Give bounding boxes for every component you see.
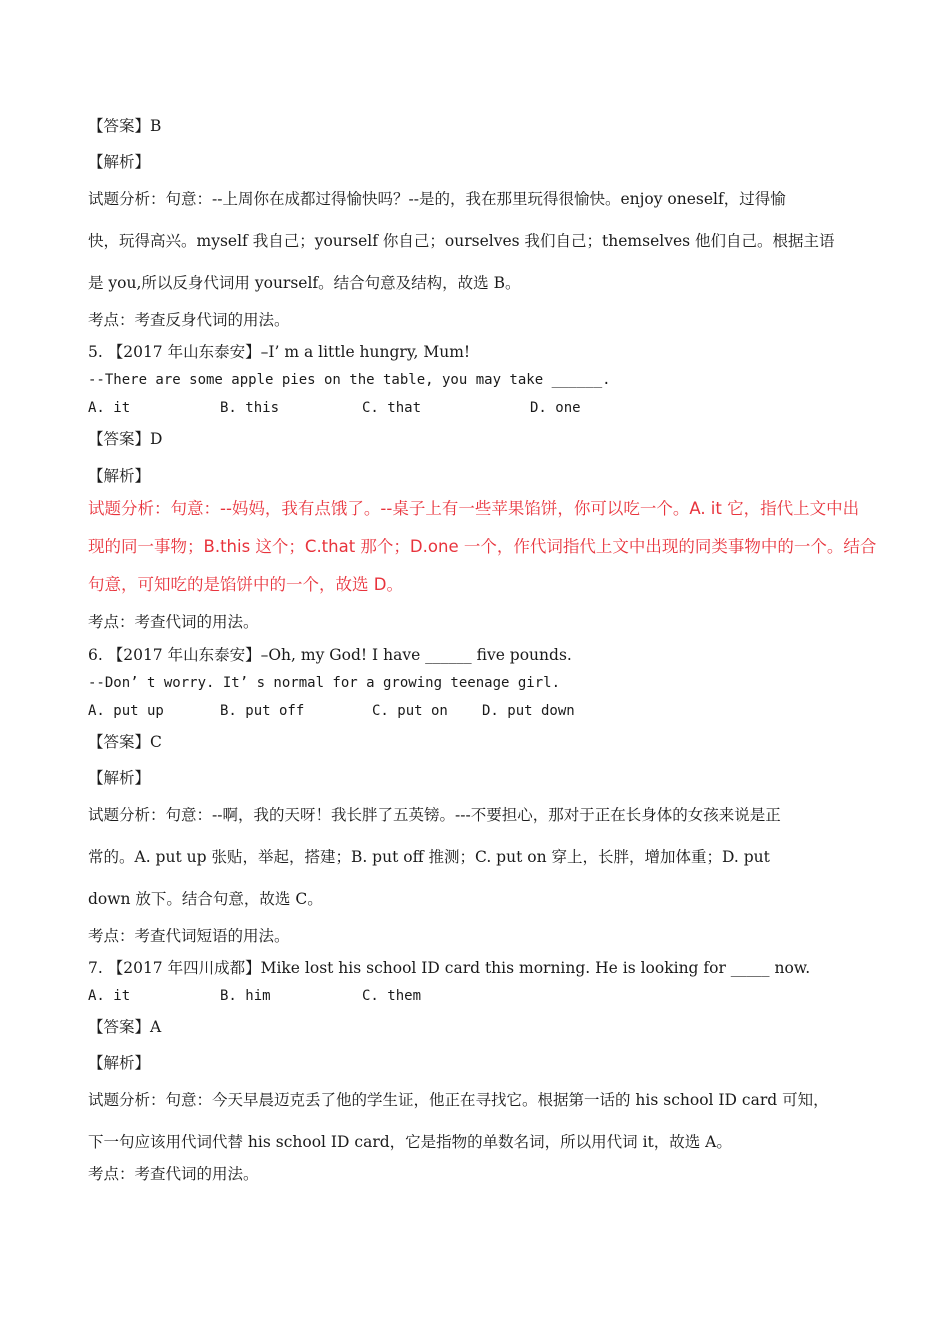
- q5-option-b: B. this: [220, 400, 280, 416]
- q5-analysis-line: 句意，可知吃的是馅饼中的一个，故选 D。: [88, 575, 403, 594]
- q6-option-a: A. put up: [88, 703, 164, 719]
- q5-analysis-line: 试题分析：句意：--妈妈，我有点饿了。--桌子上有一些苹果馅饼，你可以吃一个。A. it 它，指代上文中出: [88, 499, 860, 518]
- q6-analysis-line: 试题分析：句意：--啊，我的天呀！我长胖了五英镑。---不要担心，那对于正在长身体的女孩来说是正: [88, 806, 781, 824]
- q6-answer: 【答案】C: [88, 733, 162, 751]
- q6-analysis-label: 【解析】: [88, 769, 151, 787]
- q6-analysis-line: down 放下。结合句意，故选 C。: [88, 890, 323, 908]
- q7-option-b: B. him: [220, 988, 271, 1004]
- q4-analysis-line: 是 you,所以反身代词用 yourself。结合句意及结构，故选 B。: [88, 274, 521, 292]
- q4-analysis-line: 快，玩得高兴。myself 我自己；yourself 你自己；ourselves 我们自己；themselves 他们自己。根据主语: [88, 232, 835, 250]
- q6-stem: 6. 【2017 年山东泰安】–Oh, my God! I have ______ five pounds.: [88, 646, 572, 664]
- q6-point: 考点：考查代词短语的用法。: [88, 927, 290, 945]
- q5-option-a: A. it: [88, 400, 131, 416]
- q7-analysis-line: 试题分析：句意：今天早晨迈克丢了他的学生证，他正在寻找它。根据第一话的 his school ID card 可知，: [88, 1091, 829, 1109]
- q4-analysis-label: 【解析】: [88, 153, 151, 171]
- q5-option-c: C. that: [362, 400, 422, 416]
- q7-option-c: C. them: [362, 988, 422, 1004]
- q6-stem-reply: --Don’ t worry. It’ s normal for a growing teenage girl.: [88, 675, 561, 691]
- q6-option-d: D. put down: [482, 703, 575, 719]
- q7-stem: 7. 【2017 年四川成都】Mike lost his school ID card this morning. He is looking for _____ now.: [88, 959, 811, 977]
- q6-option-b: B. put off: [220, 703, 305, 719]
- q5-option-d: D. one: [530, 400, 581, 416]
- q4-analysis-line: 试题分析：句意：--上周你在成都过得愉快吗？--是的，我在那里玩得很愉快。enjoy oneself，过得愉: [88, 190, 786, 208]
- q7-option-a: A. it: [88, 988, 131, 1004]
- q4-answer: 【答案】B: [88, 117, 162, 135]
- q7-analysis-line: 下一句应该用代词代替 his school ID card，它是指物的单数名词，所以用代词 it，故选 A。: [88, 1133, 732, 1151]
- q7-answer: 【答案】A: [88, 1018, 162, 1036]
- q4-point: 考点：考查反身代词的用法。: [88, 311, 290, 329]
- q7-analysis-label: 【解析】: [88, 1054, 151, 1072]
- q5-analysis-line: 现的同一事物；B.this 这个；C.that 那个；D.one 一个，作代词指代上文中出现的同类事物中的一个。结合: [88, 537, 877, 556]
- q6-analysis-line: 常的。A. put up 张贴，举起，搭建；B. put off 推测；C. put on 穿上，长胖，增加体重；D. put: [88, 848, 770, 866]
- q5-stem: 5. 【2017 年山东泰安】–I’ m a little hungry, Mum!: [88, 343, 471, 361]
- q5-analysis-label: 【解析】: [88, 467, 151, 485]
- q5-stem-reply: --There are some apple pies on the table, you may take ______.: [88, 372, 611, 388]
- q5-answer: 【答案】D: [88, 430, 163, 448]
- q7-point: 考点：考查代词的用法。: [88, 1165, 259, 1183]
- q6-option-c: C. put on: [372, 703, 448, 719]
- q5-point: 考点：考查代词的用法。: [88, 613, 259, 631]
